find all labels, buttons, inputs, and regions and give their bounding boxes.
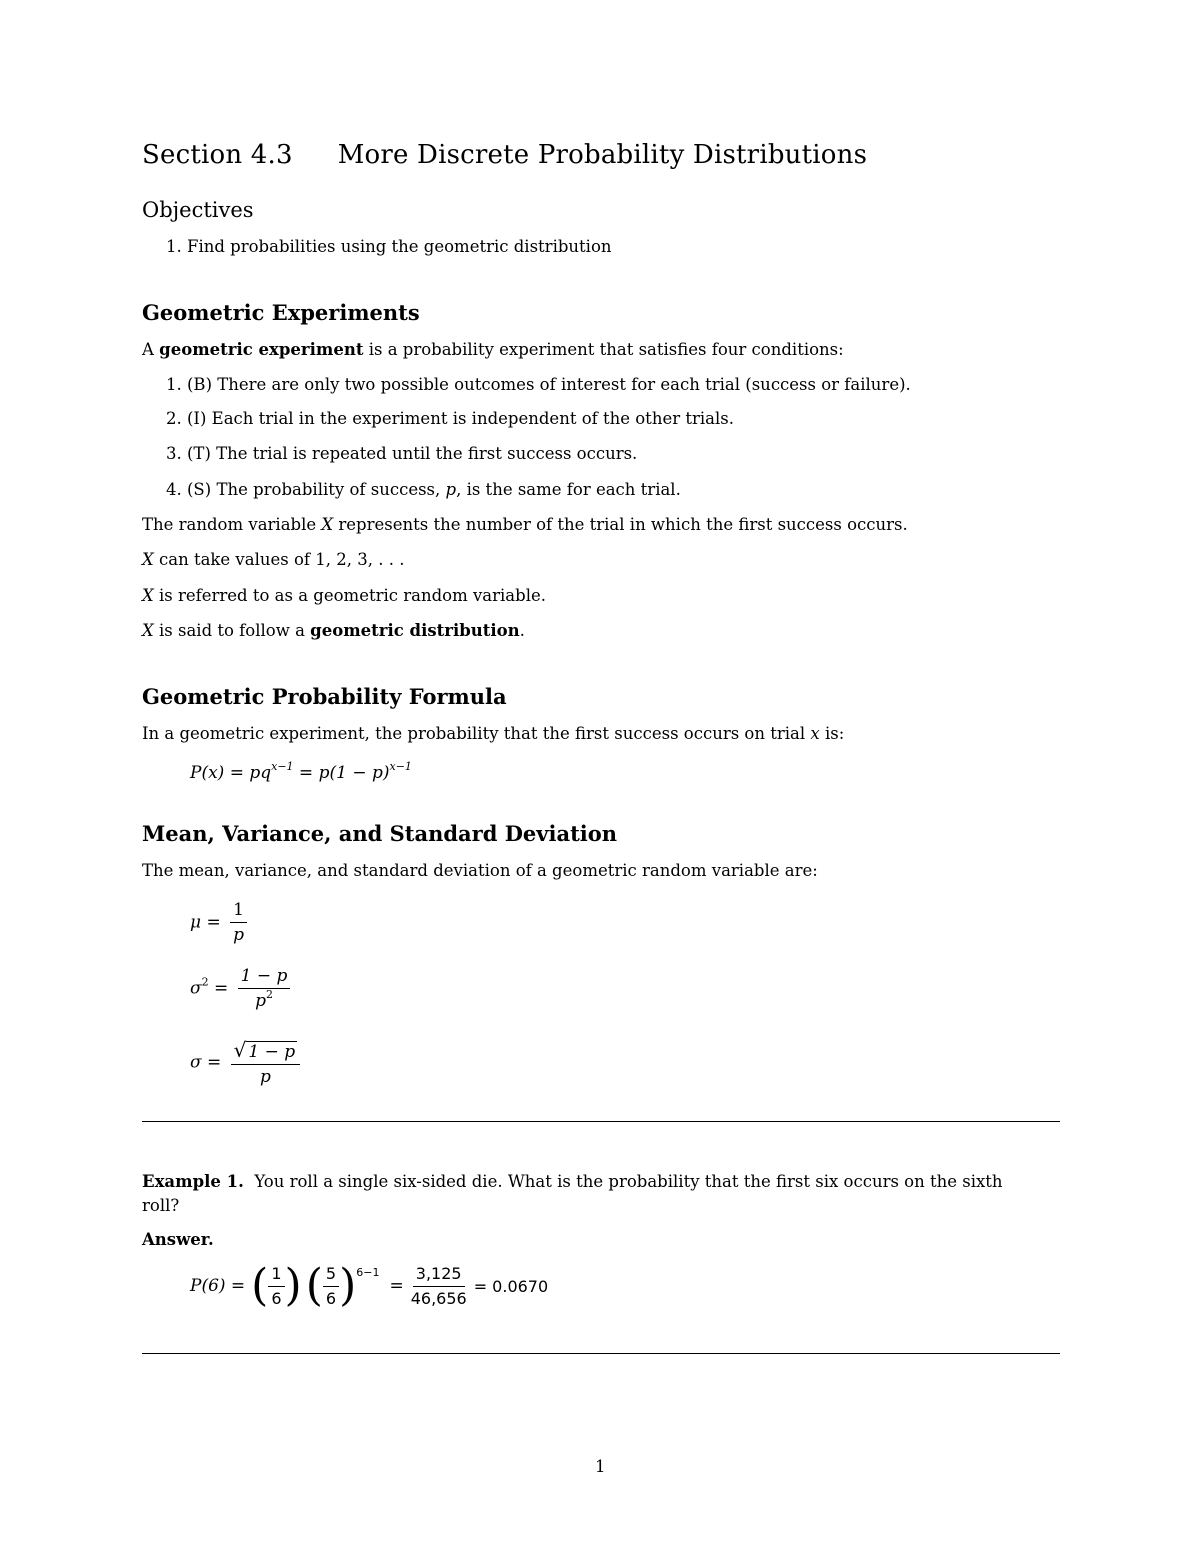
objective-item: 1. Find probabilities using the geometric distribution xyxy=(166,237,612,256)
condition-item: 2. (I) Each trial in the experiment is independent of the other trials. xyxy=(166,409,734,428)
mean-intro: The mean, variance, and standard deviation of a geometric random variable are: xyxy=(142,861,818,880)
condition-item: 3. (T) The trial is repeated until the first success occurs. xyxy=(166,444,638,463)
sd-formula: σ = $\frac{√ 1 - p}{p}$ xyxy=(190,1038,304,1088)
example-calculation: P(6) = ( $\frac{1}{6}$ ) ( $\frac{5}{6}$ ) 6−1 = $\frac{3,125}{46,656}$ = 0.0670 xyxy=(190,1260,549,1311)
referred-line: X is referred to as a geometric random variable. xyxy=(142,586,546,605)
objectives-heading: Objectives xyxy=(142,198,254,222)
values-line: X can take values of 1, 2, 3, . . . xyxy=(142,550,405,569)
example-question: Example 1. You roll a single six-sided die. What is the probability that the first six occurs on the sixth xyxy=(142,1172,1003,1191)
divider-bottom xyxy=(142,1353,1060,1354)
divider-top xyxy=(142,1121,1060,1122)
condition-item: 4. (S) The probability of success, p, is the same for each trial. xyxy=(166,480,681,499)
formula-intro: In a geometric experiment, the probability that the first success occurs on trial x is: xyxy=(142,724,845,743)
section-name: More Discrete Probability Distributions xyxy=(337,140,868,170)
condition-item: 1. (B) There are only two possible outcomes of interest for each trial (success or failure). xyxy=(166,375,911,394)
geometric-intro: A geometric experiment is a probability experiment that satisfies four conditions: xyxy=(142,340,844,359)
section-number: Section 4.3 xyxy=(142,140,293,170)
follows-line: X is said to follow a geometric distribution. xyxy=(142,621,525,640)
random-variable-line: The random variable X represents the number of the trial in which the first success occurs. xyxy=(142,515,908,534)
formula-heading: Geometric Probability Formula xyxy=(142,684,507,709)
mean-heading: Mean, Variance, and Standard Deviation xyxy=(142,821,618,846)
geometric-formula: $P(x) = pq^{x-1} = p(1 - p)^{x-1}$ xyxy=(190,760,412,783)
answer-label: Answer. xyxy=(142,1230,214,1249)
variance-formula: $\sigma^2$ = $\frac{1 - p}{p^2}$ xyxy=(190,966,294,1012)
example-question-cont: roll? xyxy=(142,1196,180,1215)
page-number: 1 xyxy=(595,1457,606,1476)
geometric-experiments-heading: Geometric Experiments xyxy=(142,300,420,325)
page-title xyxy=(142,140,867,170)
mean-formula: μ = $\frac{1}{p}$ xyxy=(190,900,251,946)
